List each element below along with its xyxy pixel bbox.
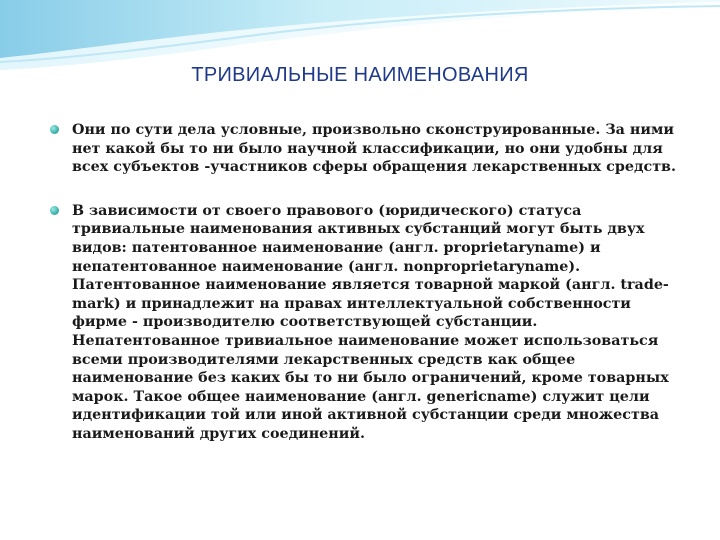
bullet-item <box>48 121 688 177</box>
bullet-text: Они по сути дела условные, произвольно сконструированные. За ними нет какой бы то ни было научной классификации, но они удобны для всех субъектов -участников сферы обращения лекарственных средств. <box>72 122 676 176</box>
teal-dot-icon <box>50 206 59 215</box>
bullet-item <box>48 202 688 444</box>
slide-title: ТРИВИАЛЬНЫЕ НАИМЕНОВАНИЯ <box>191 64 529 86</box>
bullet-list <box>48 121 688 444</box>
teal-dot-icon <box>50 125 59 134</box>
bullet-text: В зависимости от своего правового (юридического) статуса тривиальные наименования активных субстанций могут быть двух видов: патентованное наименование (англ. proprietaryname) и непатентованное наименование (англ. nonproprietaryname). Патентованное наименование является товарной маркой (англ. trade-mark) и принадлежит на правах интеллектуальной собственности фирме - производителю соответствующей субстанции. Непатентованное тривиальное наименование может использоваться всеми производителями лекарственных средств как общее наименование без каких бы то ни было ограничений, кроме товарных марок. Такое общее наименование (англ. genericname) служит цели идентификации той или иной активной субстанции среди множества наименований других соединений. <box>72 202 669 442</box>
